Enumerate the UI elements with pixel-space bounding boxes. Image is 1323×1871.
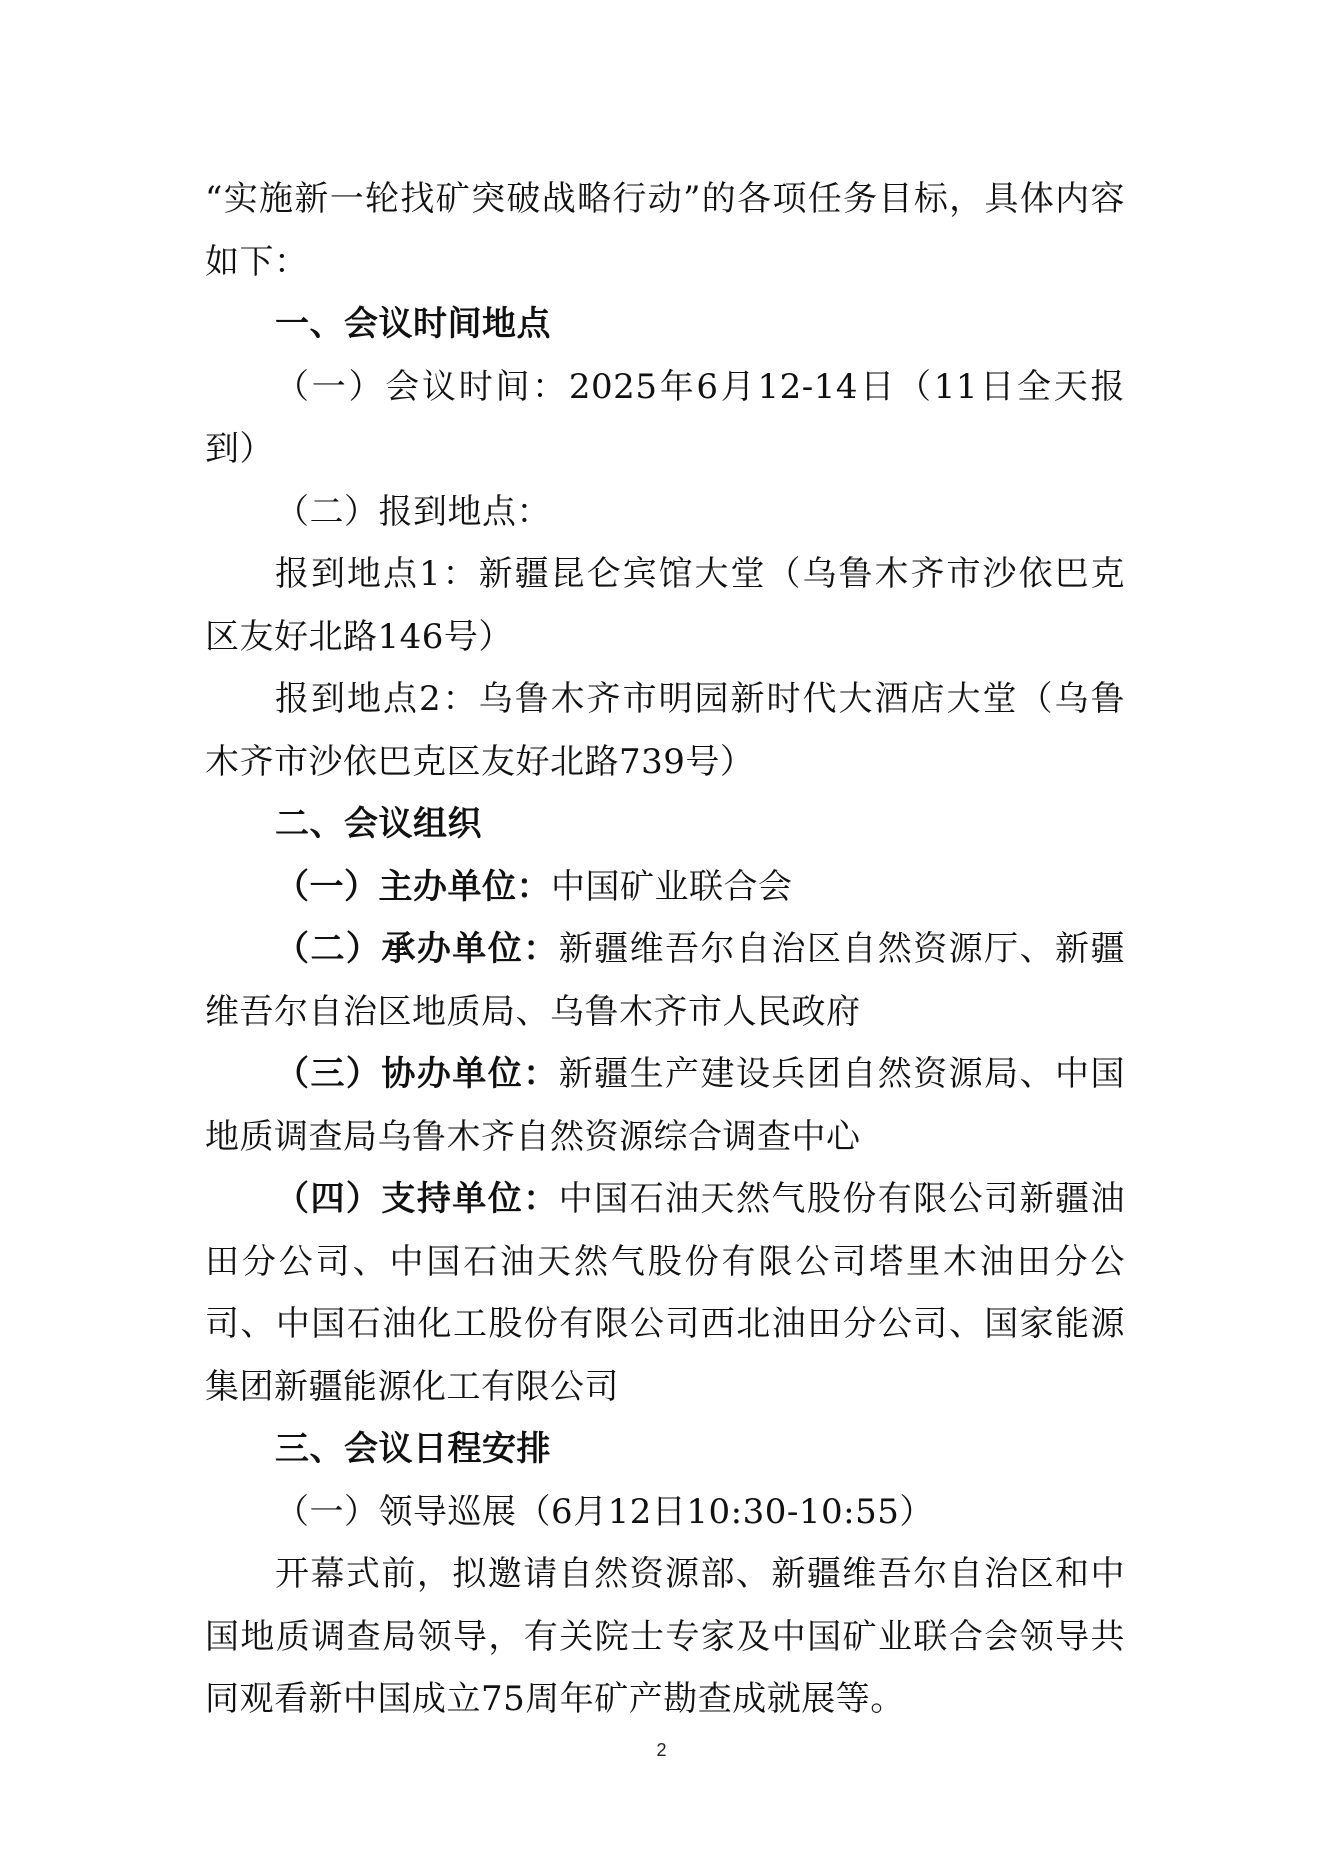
organizer-paragraph: [205, 856, 1125, 919]
organizer-label: （一）主办单位：: [275, 866, 551, 907]
registration-place-heading: （二）报到地点：: [275, 491, 551, 532]
meeting-time: （一）会议时间：2025年6月12-14日（11日全天报到）: [205, 366, 1125, 469]
host-paragraph: [205, 918, 1125, 1043]
organizer-text: 中国矿业联合会: [551, 866, 793, 907]
co-organizer-paragraph: [205, 1043, 1125, 1168]
document-body: [205, 168, 1125, 1731]
supporter-paragraph: [205, 1168, 1125, 1418]
host-label: （二）承办单位：: [275, 929, 559, 969]
section-heading-schedule: 三、会议日程安排: [275, 1429, 551, 1469]
co-organizer-label: （三）协办单位：: [275, 1054, 559, 1094]
co-organizer-text: 新疆生产建设兵团自然资源局、中国地质调查局乌鲁木齐自然资源综合调查中心: [205, 1054, 1126, 1157]
continuation-paragraph: “实施新一轮找矿突破战略行动”的各项任务目标，具体内容如下：: [205, 179, 1125, 282]
section-heading-time-place: 一、会议时间地点: [275, 304, 551, 344]
section-heading-organization: 二、会议组织: [275, 804, 482, 844]
supporter-label: （四）支持单位：: [275, 1179, 559, 1219]
leader-tour-heading: （一）领导巡展（6月12日10:30-10:55）: [275, 1491, 934, 1532]
leader-tour-text: 开幕式前，拟邀请自然资源部、新疆维吾尔自治区和中国地质调查局领导，有关院士专家及中国矿业联合会领导共同观看新中国成立75周年矿产勘查成就展等。: [205, 1554, 1125, 1719]
supporter-text: 中国石油天然气股份有限公司新疆油田分公司、中国石油天然气股份有限公司塔里木油田分公司、中国石油化工股份有限公司西北油田分公司、国家能源集团新疆能源化工有限公司: [205, 1179, 1126, 1407]
page-number: 2: [656, 1740, 667, 1760]
registration-place-1: 报到地点1：新疆昆仑宾馆大堂（乌鲁木齐市沙依巴克区友好北路146号）: [205, 554, 1125, 657]
host-text: 新疆维吾尔自治区自然资源厅、新疆维吾尔自治区地质局、乌鲁木齐市人民政府: [205, 929, 1126, 1032]
registration-place-2: 报到地点2：乌鲁木齐市明园新时代大酒店大堂（乌鲁木齐市沙依巴克区友好北路739号）: [205, 679, 1125, 782]
